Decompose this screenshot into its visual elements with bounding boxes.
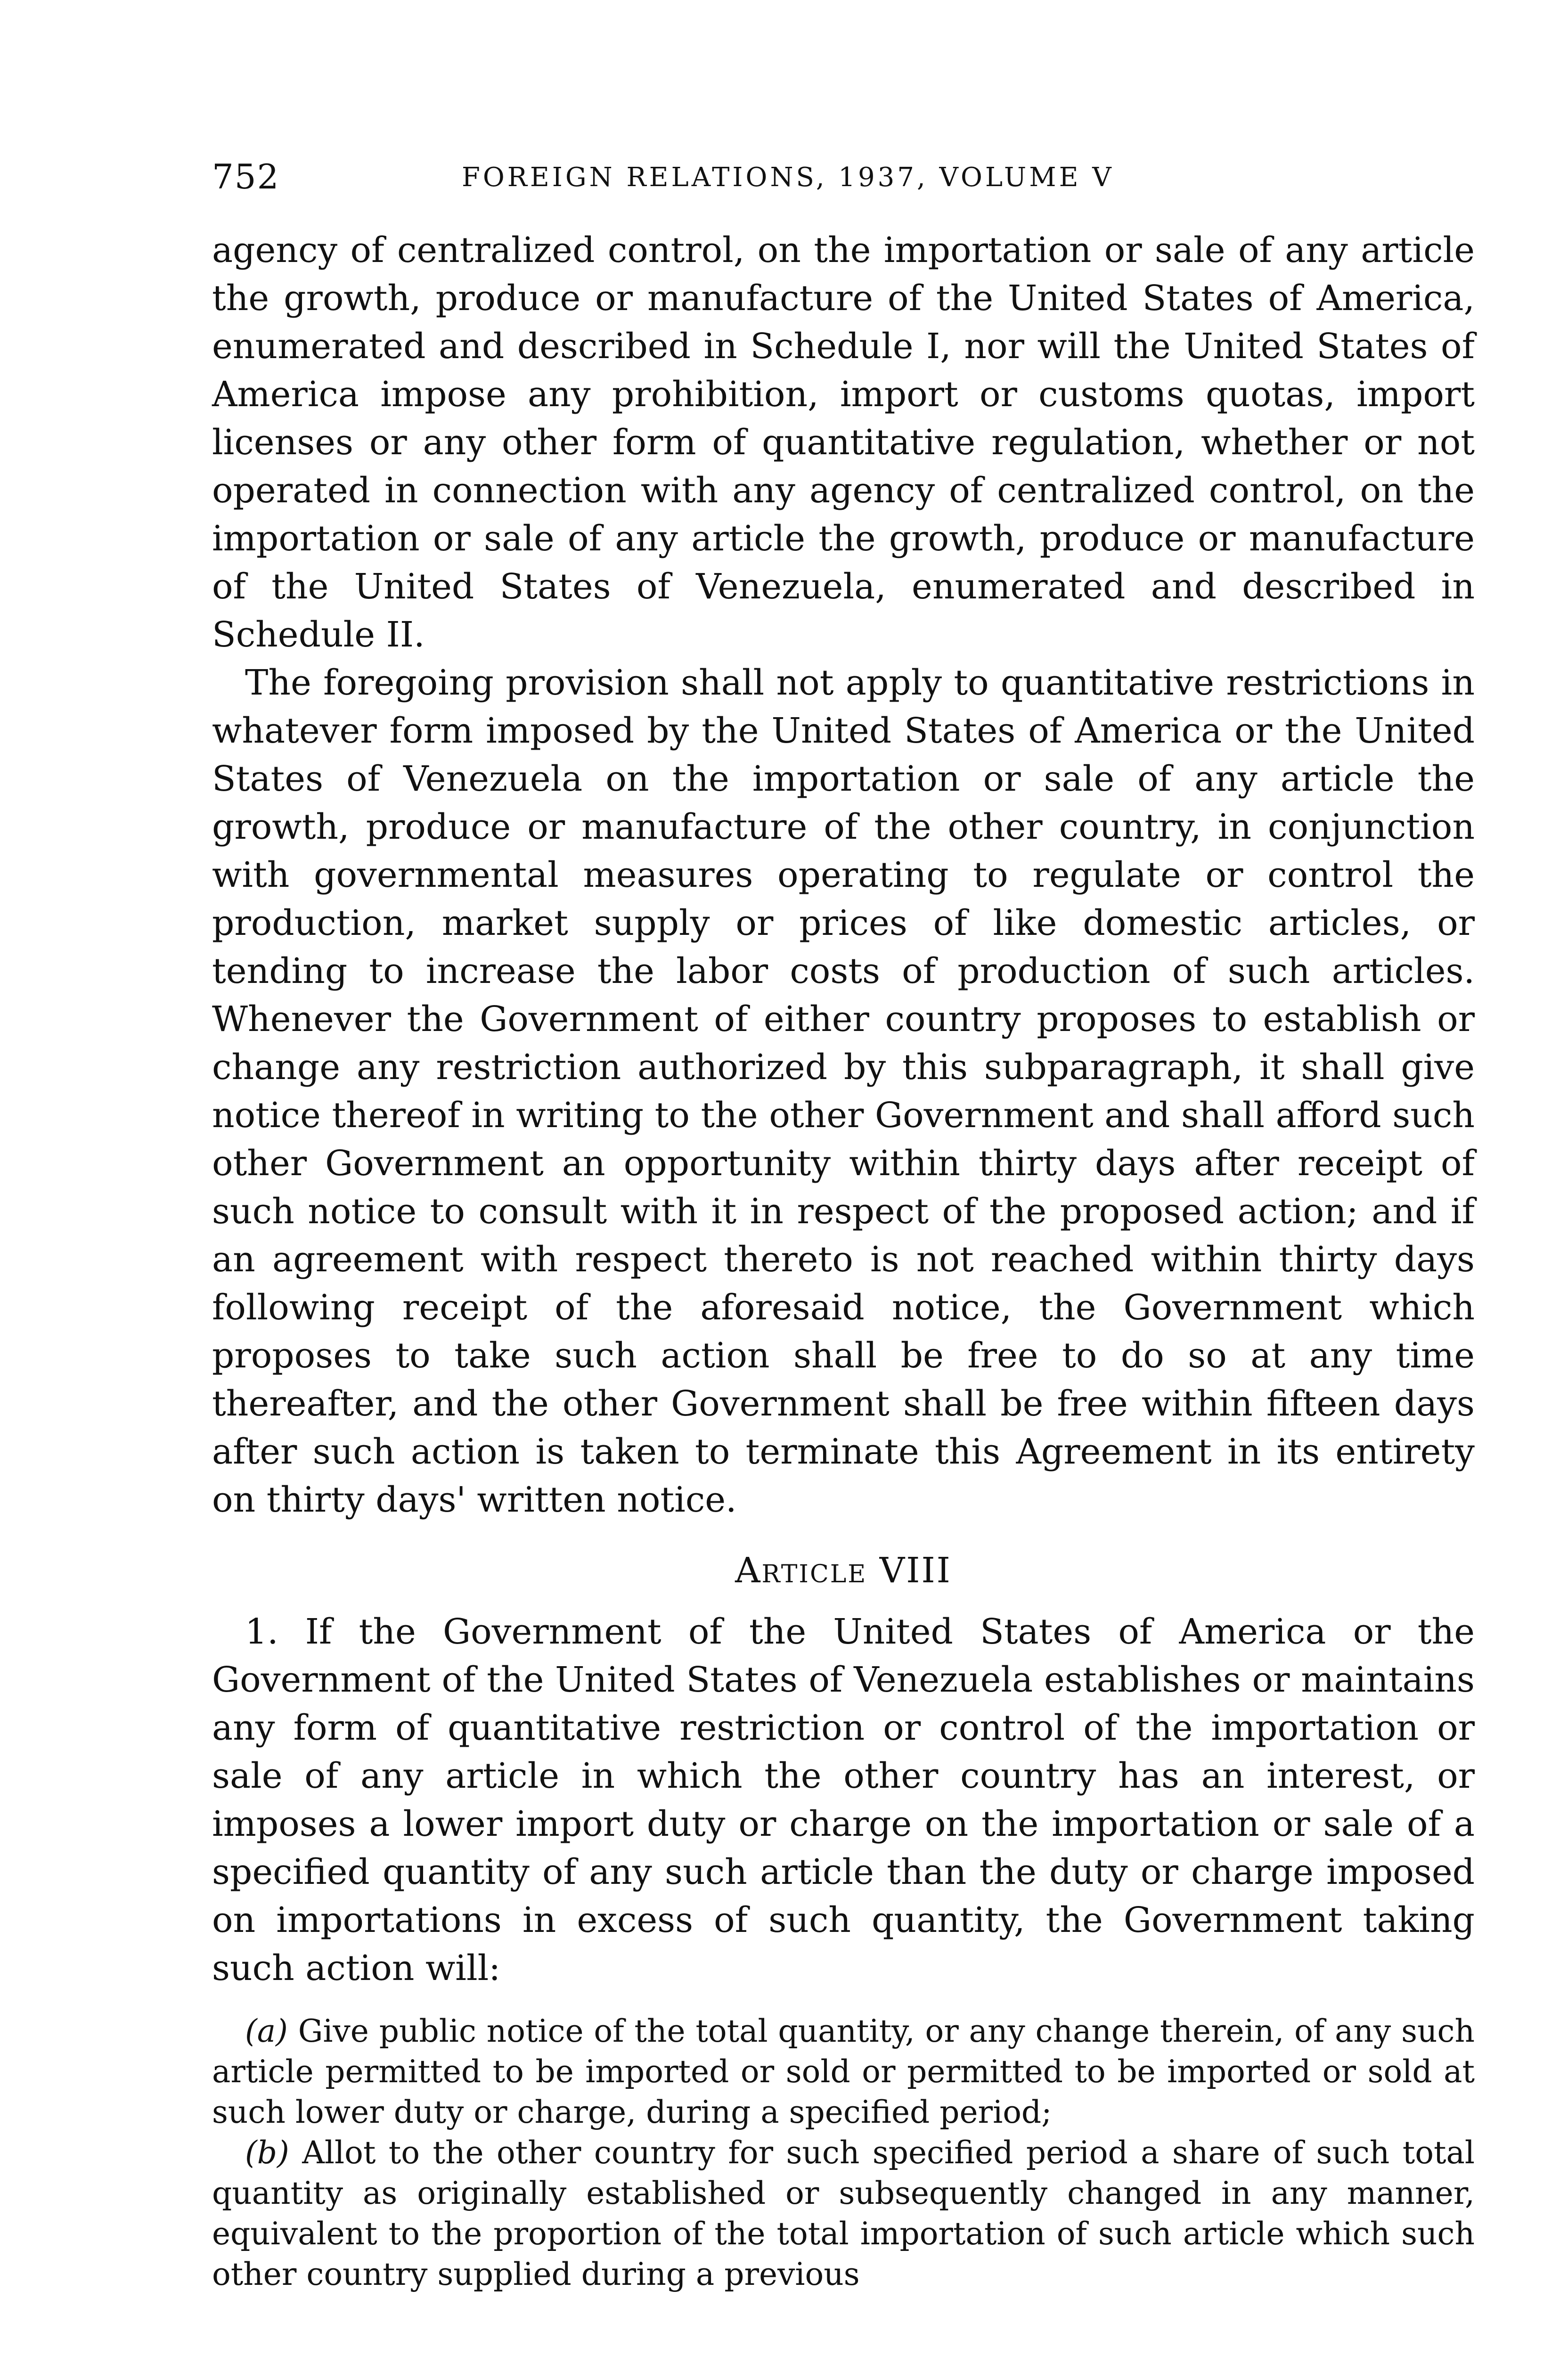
document-page — [212, 155, 1475, 2295]
article-number: VIII — [879, 1550, 952, 1591]
page-number: 752 — [212, 157, 280, 196]
clause-a — [212, 2011, 1475, 2133]
spacer — [212, 1992, 1475, 2011]
article-paragraph-1: 1. If the Government of the United States of America or the Government of the United States of Venezuela establishes or maintains any form of quantitative restriction or control of the importation or sale of any article in which the other country has an interest, or imposes a lower import duty or charge on the importation or sale of a specified quantity of any such article than the duty or charge imposed on importations in excess of such quantity, the Government taking such action will: — [212, 1612, 1475, 1988]
clause-b-label: (b) — [245, 2135, 289, 2171]
paragraph-continuation: agency of centralized control, on the importation or sale of any article the growth, produce or manufacture of the United States of America, enumerated and described in Schedule I, nor will the United States of America impose any prohibition, import or customs quotas, import licenses or any other form of quantitative regulation, whether or not operated in connection with any agency of centralized control, on the importation or sale of any article the growth, produce or manufacture of the United States of Venezuela, enumerated and described in Schedule II. — [212, 230, 1475, 655]
running-header — [212, 155, 1475, 207]
clause-b — [212, 2133, 1475, 2295]
article-label: Article — [735, 1550, 867, 1591]
clause-b-text: Allot to the other country for such specified period a share of such total quantity as originally established or subsequently changed in any manner, equivalent to the proportion of the total importation of such article which such other country supplied during a previous — [212, 2135, 1475, 2292]
clause-a-text: Give public notice of the total quantity, or any change therein, of any such article permitted to be imported or sold or permitted to be imported or sold at such lower duty or charge, during a specified period; — [212, 2013, 1475, 2130]
header-title: FOREIGN RELATIONS, 1937, VOLUME V — [462, 162, 1114, 193]
article-heading — [212, 1546, 1475, 1595]
paragraph-foregoing-provision: The foregoing provision shall not apply to quantitative restrictions in whatever form imposed by the United States of America or the United States of Venezuela on the importation or sale of any article the growth, produce or manufacture of the other country, in conjunction with governmental measures operating to regulate or control the production, market supply or prices of like domestic articles, or tending to increase the labor costs of production of such articles. Whenever the Government of either country proposes to establish or change any restriction authorized by this subparagraph, it shall give notice thereof in writing to the other Government and shall afford such other Government an opportunity within thirty days after receipt of such notice to consult with it in respect of the proposed action; and if an agreement with respect thereto is not reached within thirty days following receipt of the aforesaid notice, the Government which proposes to take such action shall be free to do so at any time thereafter, and the other Government shall be free within fifteen days after such action is taken to terminate this Agreement in its entirety on thirty days' written notice. — [212, 663, 1475, 1520]
clause-a-label: (a) — [245, 2013, 288, 2049]
